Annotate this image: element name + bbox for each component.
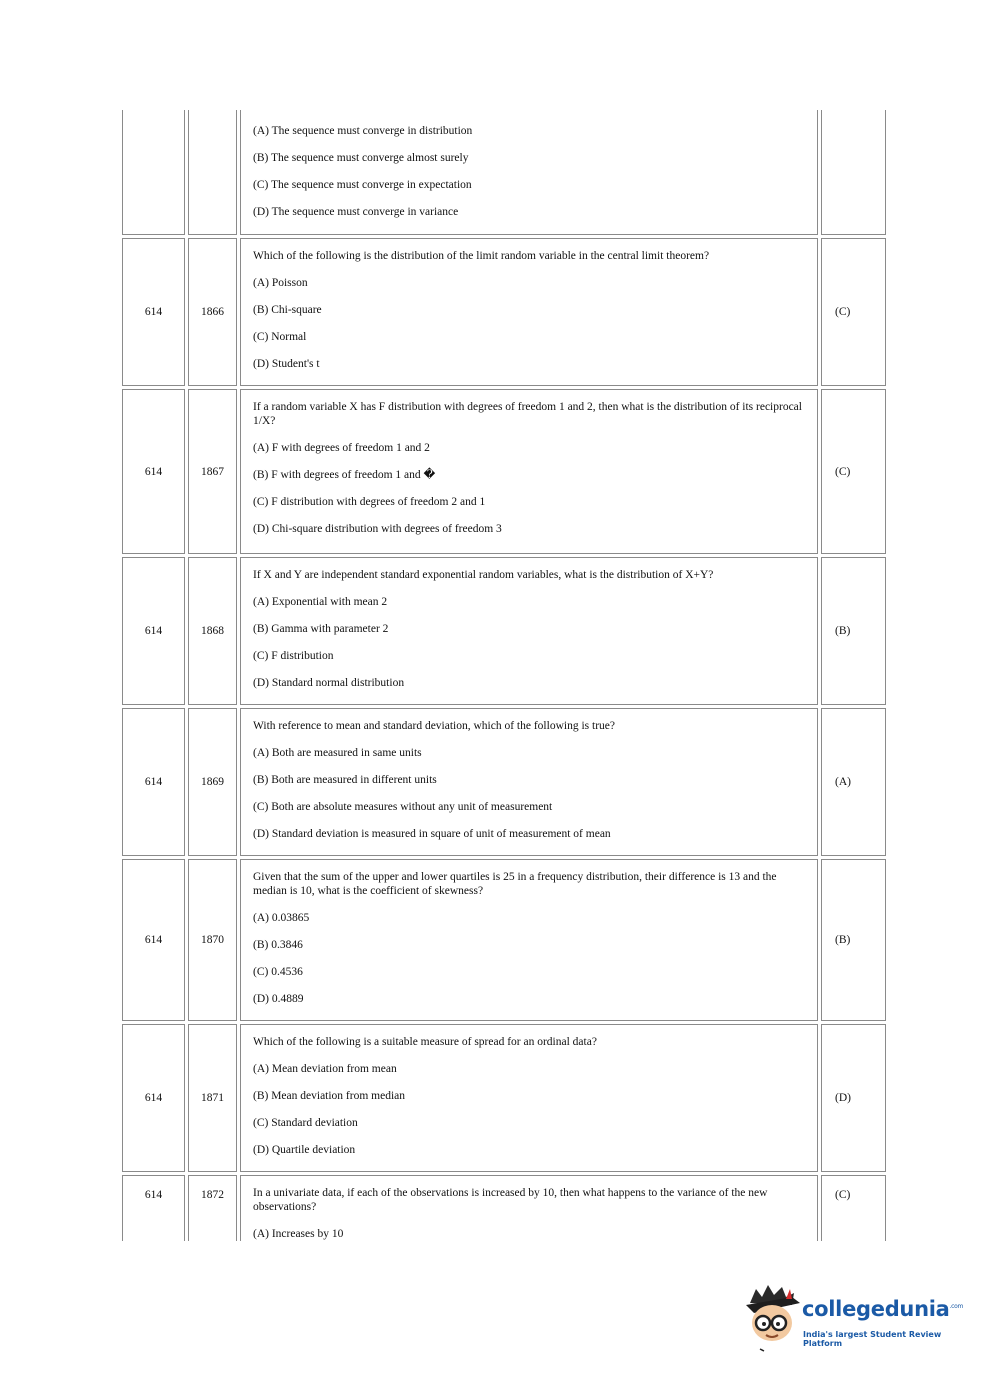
- question-number-cell: 1866: [188, 238, 237, 386]
- answer-cell: (C): [821, 238, 886, 386]
- option: (B) Chi-square: [253, 304, 322, 316]
- table-row: [122, 1175, 886, 1241]
- question-number-cell: 1869: [188, 708, 237, 856]
- option: (A) 0.03865: [253, 912, 310, 924]
- table-row: [122, 389, 886, 554]
- answer-cell: [821, 110, 886, 235]
- question-text: With reference to mean and standard deviation, which of the following is true?: [253, 720, 615, 732]
- option: (A) Mean deviation from mean: [253, 1063, 397, 1075]
- logo-wordmark: collegedunia$^{.com}$: [802, 1297, 964, 1321]
- option: (A) The sequence must converge in distribution: [253, 125, 473, 137]
- option: (A) Poisson: [253, 277, 308, 289]
- option: (B) 0.3846: [253, 939, 303, 951]
- paper-code-cell: 614: [122, 708, 185, 856]
- table-row: [122, 1024, 886, 1172]
- option: (A) F with degrees of freedom 1 and 2: [253, 442, 430, 454]
- table-row: [122, 238, 886, 386]
- option: (B) Mean deviation from median: [253, 1090, 406, 1102]
- question-text: Which of the following is a suitable measure of spread for an ordinal data?: [253, 1036, 597, 1048]
- paper-code-cell: 614: [122, 389, 185, 554]
- table-row: [122, 708, 886, 856]
- question-cell: [240, 389, 818, 554]
- option: (A) Increases by 10: [253, 1228, 344, 1240]
- option: (D) 0.4889: [253, 993, 304, 1005]
- option: (C) Normal: [253, 331, 307, 343]
- question-cell: [240, 1024, 818, 1172]
- question-text: In a univariate data, if each of the observations is increased by 10, then what happens to the variance of the new observations?: [253, 1187, 768, 1213]
- collegedunia-logo[interactable]: [742, 1283, 972, 1353]
- paper-code-cell: 614: [122, 557, 185, 705]
- question-cell: [240, 708, 818, 856]
- paper-code-cell: 614: [122, 238, 185, 386]
- option: (C) Both are absolute measures without any unit of measurement: [253, 801, 553, 813]
- question-table: [122, 110, 886, 1241]
- logo-tagline: India's largest Student Review Platform: [803, 1330, 942, 1348]
- question-number-cell: 1868: [188, 557, 237, 705]
- question-cell: [240, 1175, 818, 1241]
- answer-cell: (D): [821, 1024, 886, 1172]
- option: (B) Gamma with parameter 2: [253, 623, 389, 635]
- option: (D) Standard deviation is measured in square of unit of measurement of mean: [253, 828, 611, 840]
- option: (D) Student's t: [253, 358, 320, 370]
- question-cell: [240, 859, 818, 1021]
- question-text: Given that the sum of the upper and lower quartiles is 25 in a frequency distribution, their difference is 13 and the median is 10, what is the coefficient of skewness?: [253, 871, 777, 897]
- option: (C) F distribution with degrees of freedom 2 and 1: [253, 496, 486, 508]
- option: (D) Standard normal distribution: [253, 677, 405, 689]
- table-row: [122, 859, 886, 1021]
- question-cell: [240, 557, 818, 705]
- paper-code-cell: 614: [122, 859, 185, 1021]
- answer-cell: (C): [821, 1175, 886, 1241]
- question-text: If a random variable X has F distribution with degrees of freedom 1 and 2, then what is the distribution of its reciprocal 1/X?: [253, 401, 802, 427]
- option: (C) The sequence must converge in expectation: [253, 179, 472, 191]
- question-text: Which of the following is the distribution of the limit random variable in the central limit theorem?: [253, 250, 710, 262]
- answer-cell: (B): [821, 557, 886, 705]
- question-number-cell: 1870: [188, 859, 237, 1021]
- option: (B) F with degrees of freedom 1 and �: [253, 469, 436, 481]
- option: (B) Both are measured in different units: [253, 774, 437, 786]
- answer-cell: (B): [821, 859, 886, 1021]
- option: (C) F distribution: [253, 650, 334, 662]
- question-text: If X and Y are independent standard exponential random variables, what is the distribution of X+Y?: [253, 569, 714, 581]
- question-number-cell: 1871: [188, 1024, 237, 1172]
- question-number-cell: 1872: [188, 1175, 237, 1241]
- answer-cell: (A): [821, 708, 886, 856]
- mascot-icon: [742, 1283, 804, 1353]
- table-row: [122, 110, 886, 235]
- answer-cell: (C): [821, 389, 886, 554]
- option: (D) The sequence must converge in variance: [253, 206, 459, 218]
- option: (C) Standard deviation: [253, 1117, 358, 1129]
- question-number-cell: 1867: [188, 389, 237, 554]
- option: (D) Quartile deviation: [253, 1144, 356, 1156]
- option: (A) Exponential with mean 2: [253, 596, 388, 608]
- paper-code-cell: 614: [122, 1175, 185, 1241]
- question-cell: [240, 238, 818, 386]
- option: (B) The sequence must converge almost surely: [253, 152, 469, 164]
- paper-code-cell: [122, 110, 185, 235]
- option: (A) Both are measured in same units: [253, 747, 422, 759]
- table-row: [122, 557, 886, 705]
- question-number-cell: [188, 110, 237, 235]
- paper-code-cell: 614: [122, 1024, 185, 1172]
- question-cell: [240, 110, 818, 235]
- option: (D) Chi-square distribution with degrees of freedom 3: [253, 523, 502, 535]
- option: (C) 0.4536: [253, 966, 303, 978]
